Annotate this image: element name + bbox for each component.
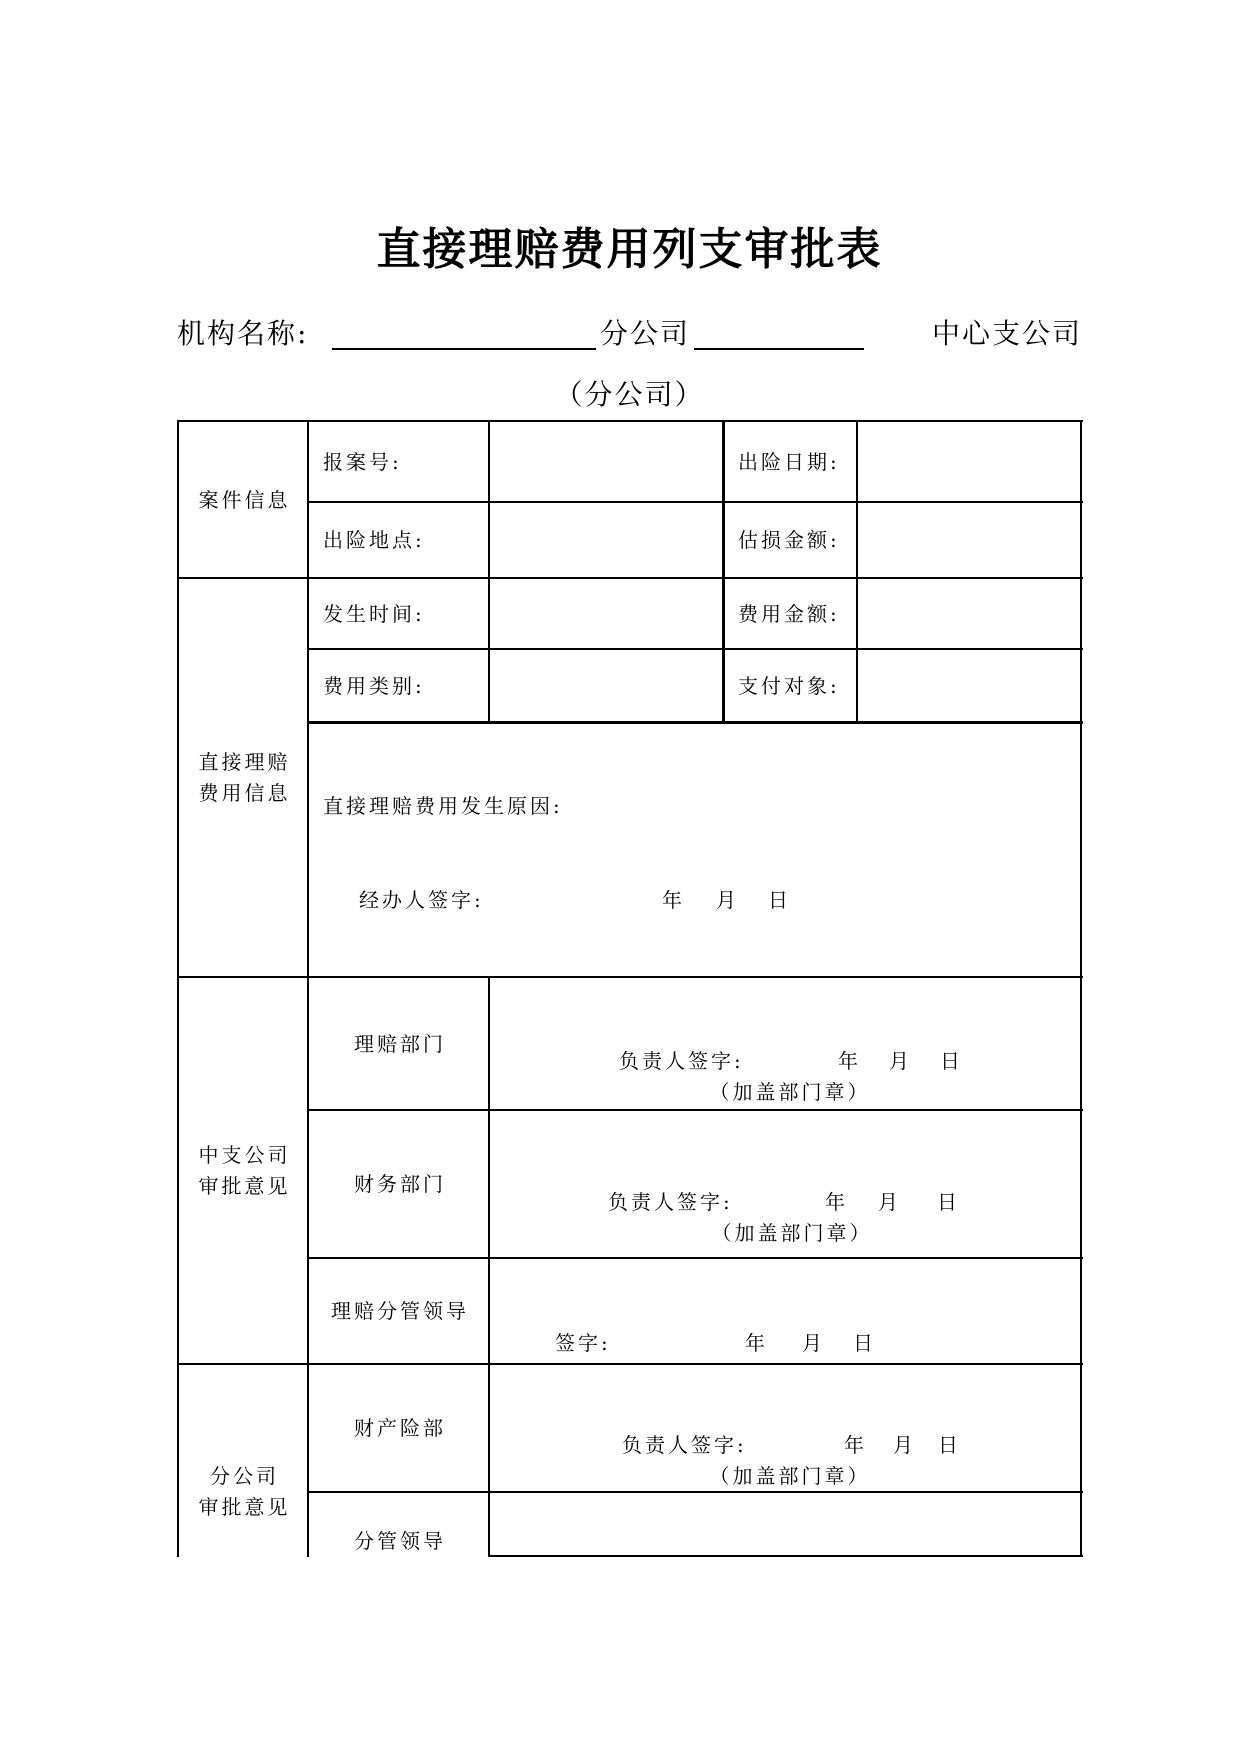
expense-amount-value-cell xyxy=(857,578,1081,649)
claims-dept-year: 年 xyxy=(838,1049,861,1073)
payee-label: 支付对象: xyxy=(738,674,840,698)
accident-date-value-cell xyxy=(857,421,1081,502)
sub-branch-approval-line-1: 中支公司 xyxy=(198,1142,291,1167)
property-dept-month: 月 xyxy=(893,1433,916,1457)
sub-branch-label: 中心支公司 xyxy=(932,317,1083,350)
property-dept-day: 日 xyxy=(938,1433,961,1457)
claims-leader-label-cell xyxy=(308,1258,489,1364)
claims-dept-month: 月 xyxy=(889,1049,912,1073)
claims-dept-label-cell xyxy=(308,977,489,1110)
finance-dept-opinion-cell xyxy=(489,1110,1081,1258)
finance-dept-month: 月 xyxy=(878,1190,901,1214)
branch-approval-line-2: 审批意见 xyxy=(198,1495,291,1519)
claims-leader-signature-label: 签字: xyxy=(555,1331,611,1355)
case-info-section-text: 案件信息 xyxy=(198,487,291,512)
accident-date-label-cell xyxy=(723,421,857,502)
sub-branch-name-blank-line xyxy=(694,348,864,350)
payee-value-cell xyxy=(857,649,1081,723)
estimated-loss-label: 估损金额: xyxy=(738,528,840,552)
report-no-value-cell xyxy=(489,421,723,502)
payee-label-cell xyxy=(723,649,857,723)
property-dept-label-cell xyxy=(308,1364,489,1492)
finance-dept-label-cell xyxy=(308,1110,489,1258)
claims-dept-label: 理赔部门 xyxy=(354,1031,446,1056)
form-title: 直接理赔费用列支审批表 xyxy=(376,224,883,275)
estimated-loss-value-cell xyxy=(857,502,1081,578)
handler-signature-day: 日 xyxy=(768,888,791,912)
claims-dept-day: 日 xyxy=(940,1049,963,1073)
handler-signature-label: 经办人签字: xyxy=(359,888,484,912)
occurrence-time-label: 发生时间: xyxy=(323,601,425,626)
property-dept-seal-note: （加盖部门章） xyxy=(709,1464,871,1488)
accident-date-label: 出险日期: xyxy=(738,449,840,474)
org-name-label: 机构名称: xyxy=(177,317,309,350)
claims-leader-label: 理赔分管领导 xyxy=(331,1299,469,1323)
finance-dept-seal-note: （加盖部门章） xyxy=(711,1221,873,1245)
finance-dept-signature-label: 负责人签字: xyxy=(608,1190,733,1214)
expense-reason-cell xyxy=(308,723,1081,977)
expense-reason-label: 直接理赔费用发生原因: xyxy=(323,794,563,818)
property-dept-year: 年 xyxy=(844,1433,867,1457)
accident-place-label-cell xyxy=(308,502,489,578)
org-name-blank-line xyxy=(332,348,596,350)
expense-info-section-label xyxy=(178,578,308,977)
accident-place-value-cell xyxy=(489,502,723,578)
handler-signature-year: 年 xyxy=(662,888,685,912)
branch-leader-label: 分管领导 xyxy=(354,1529,446,1553)
expense-category-label: 费用类别: xyxy=(323,674,425,698)
expense-amount-label: 费用金额: xyxy=(738,601,840,626)
branch-label: 分公司 xyxy=(600,317,691,350)
finance-dept-day: 日 xyxy=(937,1190,960,1214)
handler-signature-month: 月 xyxy=(716,888,739,912)
claims-dept-seal-note: （加盖部门章） xyxy=(709,1080,871,1104)
expense-category-label-cell xyxy=(308,649,489,723)
branch-approval-line-1: 分公司 xyxy=(210,1464,279,1488)
claims-leader-year: 年 xyxy=(745,1331,768,1355)
report-no-label: 报案号: xyxy=(323,449,402,474)
sub-branch-approval-line-2: 审批意见 xyxy=(198,1173,291,1198)
occurrence-time-label-cell xyxy=(308,578,489,649)
property-dept-opinion-cell xyxy=(489,1364,1081,1492)
property-dept-label: 财产险部 xyxy=(354,1416,446,1440)
expense-amount-label-cell xyxy=(723,578,857,649)
branch-leader-label-cell xyxy=(308,1492,489,1556)
property-dept-signature-label: 负责人签字: xyxy=(622,1433,747,1457)
report-no-label-cell xyxy=(308,421,489,502)
expense-info-section-line-2: 费用信息 xyxy=(198,780,291,805)
estimated-loss-label-cell xyxy=(723,502,857,578)
expense-info-section-line-1: 直接理赔 xyxy=(198,749,291,774)
expense-category-value-cell xyxy=(489,649,723,723)
branch-approval-section-label xyxy=(178,1364,308,1556)
claims-leader-opinion-cell xyxy=(489,1258,1081,1364)
sub-branch-approval-section-label xyxy=(178,977,308,1364)
case-info-section-label xyxy=(178,421,308,578)
accident-place-label: 出险地点: xyxy=(323,528,425,552)
branch-leader-opinion-cell xyxy=(489,1492,1081,1556)
claims-leader-month: 月 xyxy=(802,1331,825,1355)
finance-dept-year: 年 xyxy=(825,1190,848,1214)
occurrence-time-value-cell xyxy=(489,578,723,649)
claims-dept-signature-label: 负责人签字: xyxy=(619,1049,744,1073)
claims-leader-day: 日 xyxy=(853,1331,876,1355)
branch-note: （分公司） xyxy=(554,378,705,411)
finance-dept-label: 财务部门 xyxy=(354,1172,446,1196)
claims-dept-opinion-cell xyxy=(489,977,1081,1110)
